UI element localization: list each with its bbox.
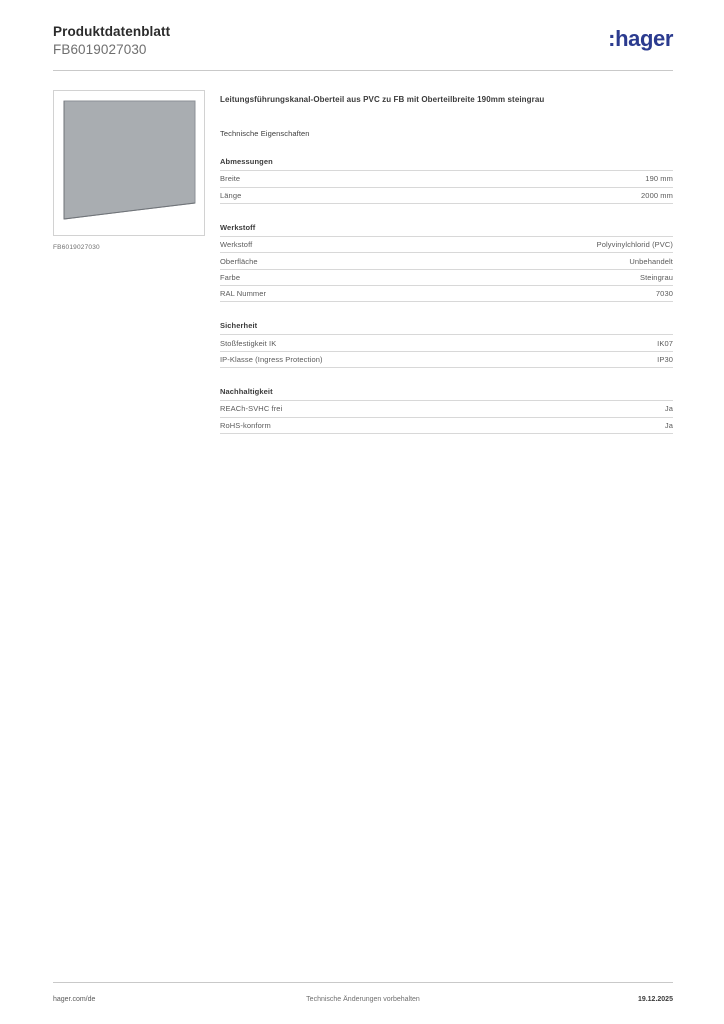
hager-logo: :hager (608, 26, 673, 51)
spec-key: RAL Nummer (220, 289, 267, 299)
spec-value: Ja (664, 420, 673, 430)
spec-row (220, 417, 673, 434)
header-divider (53, 70, 673, 71)
spec-key: Breite (220, 174, 241, 184)
spec-row (220, 334, 673, 350)
spec-key: RoHS-konform (220, 420, 271, 430)
spec-value: Polyvinylchlorid (PVC) (596, 240, 673, 250)
spec-value: Unbehandelt (629, 256, 673, 266)
spec-row (220, 170, 673, 186)
spec-group-title: Werkstoff (220, 222, 256, 232)
spec-group (220, 223, 673, 303)
product-content (220, 94, 673, 434)
product-reference: FB6019027030 (53, 41, 147, 57)
page-title: Produktdatenblatt (53, 24, 171, 39)
spec-group-title: Sicherheit (220, 321, 258, 331)
spec-key: Farbe (220, 272, 241, 282)
spec-row (220, 252, 673, 268)
spec-groups (220, 157, 673, 434)
spec-row (220, 187, 673, 204)
spec-group (220, 321, 673, 368)
spec-group (220, 387, 673, 434)
footer-link[interactable]: hager.com/de (53, 996, 96, 1003)
spec-row (220, 285, 673, 302)
spec-row (220, 400, 673, 416)
spec-key: IP-Klasse (Ingress Protection) (220, 355, 323, 364)
spec-row (220, 236, 673, 252)
spec-key: Werkstoff (220, 240, 253, 250)
spec-value: Ja (664, 404, 673, 414)
spec-key: Länge (220, 190, 242, 200)
product-description: Leitungsführungskanal-Oberteil aus PVC zu FB mit Oberteilbreite 190mm steingrau (220, 95, 545, 104)
section-heading-technical: Technische Eigenschaften (220, 129, 310, 139)
spec-value: 190 mm (645, 174, 673, 184)
footer-date: 19.12.2025 (637, 996, 673, 1003)
page-header (53, 24, 673, 59)
spec-key: Oberfläche (220, 256, 258, 266)
title-block (53, 24, 170, 59)
spec-key: REACh-SVHC frei (220, 404, 283, 414)
product-image-caption: FB6019027030 (53, 244, 100, 251)
spec-group (220, 157, 673, 204)
page-footer (53, 996, 673, 1003)
spec-row (220, 351, 673, 368)
spec-row (220, 269, 673, 285)
spec-group-title: Abmessungen (220, 157, 273, 167)
spec-value: 2000 mm (641, 190, 673, 200)
footer-divider (53, 982, 673, 983)
product-image-column (53, 90, 205, 251)
product-image-frame (53, 90, 205, 236)
spec-value: 7030 (655, 289, 673, 299)
footer-note: Technische Änderungen vorbehalten (306, 996, 420, 1003)
spec-group-title: Nachhaltigkeit (220, 387, 273, 397)
product-illustration (62, 99, 197, 221)
spec-value: IP30 (657, 355, 673, 364)
spec-value: IK07 (657, 338, 673, 348)
spec-key: Stoßfestigkeit IK (220, 338, 277, 348)
spec-value: Steingrau (639, 272, 673, 282)
